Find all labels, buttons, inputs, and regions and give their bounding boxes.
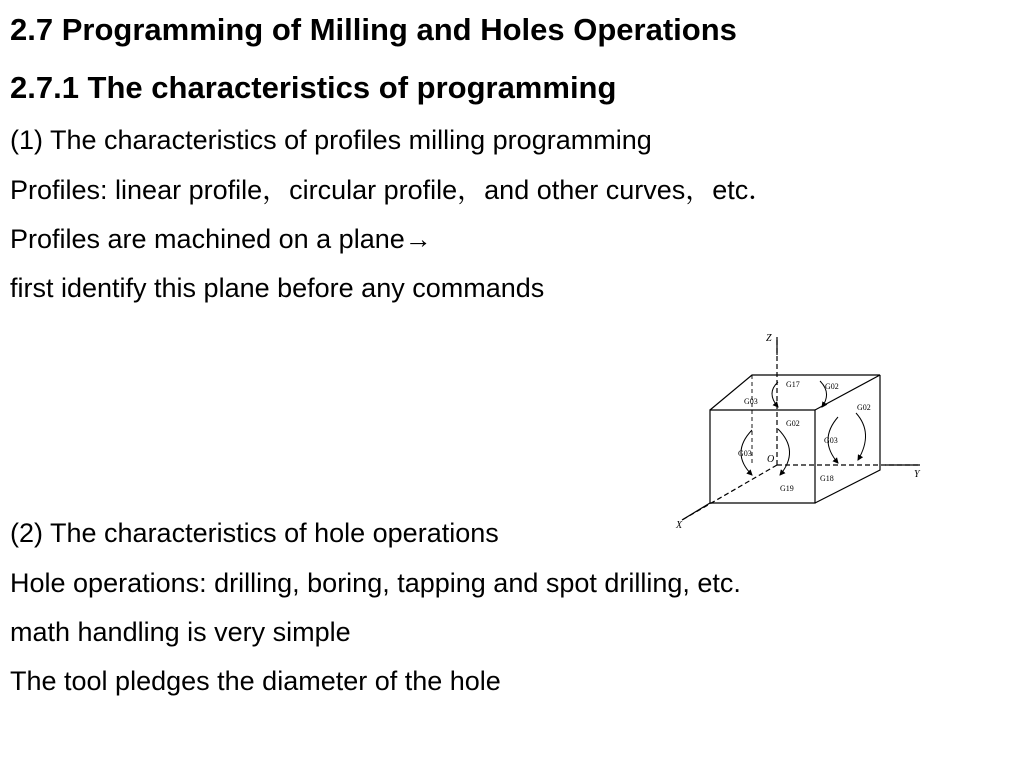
- body-line-profiles-types: Profiles: linear profile，circular profile，and other curves，etc．: [10, 175, 776, 205]
- section-heading: 2.7.1 The characteristics of programming: [10, 70, 617, 105]
- plane-selection-diagram: [660, 325, 940, 535]
- body-line-math-handling: math handling is very simple: [10, 617, 351, 647]
- g02-top-label: G02: [825, 382, 839, 391]
- body-line-profiles-heading: (1) The characteristics of profiles milling programming: [10, 125, 652, 155]
- g02-front-arc: [778, 429, 790, 475]
- g19-label: G19: [780, 484, 794, 493]
- origin-label: O: [767, 454, 775, 465]
- slide-title: 2.7 Programming of Milling and Holes Operations: [10, 12, 737, 47]
- g02-side-label: G02: [857, 403, 871, 412]
- g18-label: G18: [820, 474, 834, 483]
- y-axis-label: Y: [914, 469, 920, 480]
- body-line-identify-plane: first identify this plane before any commands: [10, 273, 545, 303]
- x-axis-label: X: [676, 520, 683, 531]
- body-line-tool-diameter: The tool pledges the diameter of the hole: [10, 666, 501, 696]
- body-line-holes-heading: (2) The characteristics of hole operations: [10, 518, 499, 548]
- g03-side-label: G03: [824, 436, 838, 445]
- g17-label: G17: [786, 380, 800, 389]
- g02-side-arc: [856, 413, 866, 460]
- g02-front-label: G02: [786, 419, 800, 428]
- g03-top-label: G03: [744, 397, 758, 406]
- z-axis-label: Z: [766, 333, 772, 344]
- g03-front-label: G03: [738, 449, 752, 458]
- body-line-plane: Profiles are machined on a plane→: [10, 224, 432, 254]
- g17-arc: [772, 382, 778, 407]
- body-line-hole-operations: Hole operations: drilling, boring, tapping and spot drilling, etc.: [10, 568, 741, 598]
